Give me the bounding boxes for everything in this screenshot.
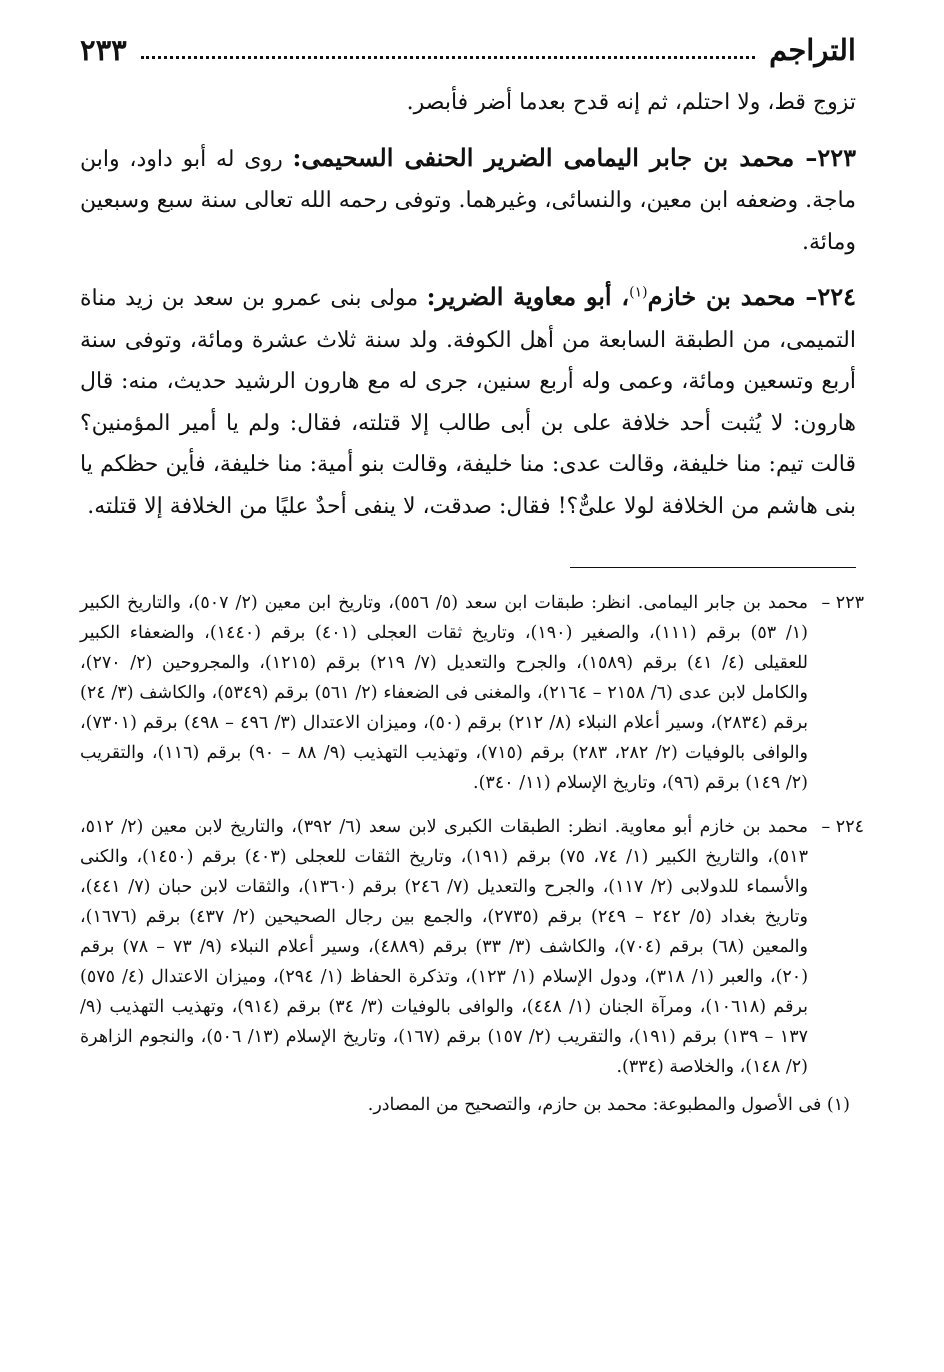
section-title: التراجم xyxy=(769,33,856,67)
note-224-number: ٢٢٤ – xyxy=(821,817,864,837)
continuation-paragraph: تزوج قط، ولا احتلم، ثم إنه قدح بعدما أضر فأبصر. xyxy=(406,90,856,115)
entry-224-heading: ٢٢٤– محمد بن خازم xyxy=(647,282,857,311)
note-223 xyxy=(80,588,864,798)
entry-223-heading: ٢٢٣– محمد بن جابر اليمامى الضرير الحنفى السحيمى: xyxy=(292,142,856,172)
main-text xyxy=(80,82,856,527)
note-223-number: ٢٢٣ – xyxy=(821,593,864,613)
entry-223 xyxy=(80,137,856,264)
note-224-text: محمد بن خازم أبو معاوية. انظر: الطبقات الكبرى لابن سعد (٦/ ٣٩٢)، والتاريخ لابن معين (٢/ ٥١٢، ٥١٣)، والتاريخ الكبير (١/ ٧٤، ٧٥) برقم (١٩١)، وتاريخ الثقات للعجلى (٤٠٣) برقم (١٤٥٠)، والكنى والأسماء للدولابى (٢/ ١١٧)، والجرح والتعديل (٧/ ٢٤٦) برقم (١٣٦٠)، والثقات لابن حبان (٧/ ٤٤١)، وتاريخ بغداد (٥/ ٢٤٢ – ٢٤٩) برقم (٢٧٣٥)، والجمع بين رجال الصحيحين (٢/ ٤٣٧) برقم (١٦٧٦)، والمعين (٦٨) برقم (٧٠٤)، والكاشف (٣/ ٣٣) برقم (٤٨٨٩)، وسير أعلام النبلاء (٩/ ٧٣ – ٧٨) برقم (٢٠)، والعبر (١/ ٣١٨)، ودول الإسلام (١/ ١٢٣)، وتذكرة الحفاظ (١/ ٢٩٤)، وميزان الاعتدال (٤/ ٥٧٥) برقم (١٠٦١٨)، ومرآة الجنان (١/ ٤٤٨)، والوافى بالوفيات (٣/ ٣٤) برقم (٩١٤)، وتهذيب التهذيب (٩/ ١٣٧ – ١٣٩) برقم (١٩١)، والتقريب (٢/ ١٥٧) برقم (١٦٧)، وتاريخ الإسلام (١٣/ ٥٠٦)، والنجوم الزاهرة (٢/ ١٤٨)، والخلاصة (٣٣٤). xyxy=(80,817,809,1077)
notes-section xyxy=(80,588,864,1120)
footnote-separator xyxy=(570,567,856,568)
note-223-text: محمد بن جابر اليمامى. انظر: طبقات ابن سعد (٥/ ٥٥٦)، وتاريخ ابن معين (٢/ ٥٠٧)، والتاريخ الكبير (١/ ٥٣) برقم (١١١)، والصغير (١٩٠)، وتاريخ ثقات العجلى (٤٠١) برقم (١٤٤٠)، والضعفاء الكبير للعقيلى (٤/ ٤١) برقم (١٥٨٩)، والجرح والتعديل (٧/ ٢١٩) برقم (١٢١٥)، والمجروحين (٢/ ٢٧٠)، والكامل لابن عدى (٦/ ٢١٥٨ – ٢١٦٤)، والمغنى فى الضعفاء (٢/ ٥٦١) برقم (٥٣٤٩)، والكاشف (٣/ ٢٤) برقم (٢٨٣٤)، وسير أعلام النبلاء (٨/ ٢١٢) برقم (٥٠)، وميزان الاعتدال (٣/ ٤٩٦ – ٤٩٨) برقم (٧٣٠١)، والوافى بالوفيات (٢/ ٢٨٢، ٢٨٣) برقم (٧١٥)، وتهذيب التهذيب (٩/ ٨٨ – ٩٠) برقم (١١٦)، والتقريب (٢/ ١٤٩) برقم (٩٦)، وتاريخ الإسلام (١١/ ٣٤٠). xyxy=(80,593,808,793)
running-header xyxy=(80,30,856,70)
footnote-marker: (١) xyxy=(629,284,648,301)
footnote-1: (١) فى الأصول والمطبوعة: محمد بن حازم، والتصحيح من المصادر. xyxy=(367,1095,850,1115)
entry-224 xyxy=(80,276,856,527)
note-224 xyxy=(80,812,864,1082)
entry-224-text: مولى بنى عمرو بن سعد بن زيد مناة التميمى، من الطبقة السابعة من أهل الكوفة. ولد سنة ثلاث عشرة ومائة، وتوفى سنة أربع وتسعين ومائة، وعمى وله أربع سنين، جرى له مع هارون الرشيد حديث، منه: قال هارون: لا يُثبت أحد خلافة على بن أبى طالب إلا قتلته، فقال: ولم يا أمير المؤمنين؟ قالت تيم: منا خليفة، وقالت عدى: منا خليفة، وقالت بنو أمية: منا خليفة، فأين حظكم يا بنى هاشم من الخلافة لولا علىٌّ؟! فقال: صدقت، لا ينفى أحدٌ عليًا من الخلافة إلا قتلته. xyxy=(80,286,856,519)
header-leader-dots xyxy=(141,56,755,59)
entry-224-heading-rest: ، أبو معاوية الضرير: xyxy=(426,282,630,311)
entry-223-text: روى له أبو داود، وابن ماجة. وضعفه ابن معين، والنسائى، وغيرهما. وتوفى رحمه الله تعالى سنة سبع وسبعين ومائة. xyxy=(80,146,856,255)
page-number: ٢٣٣ xyxy=(80,33,127,67)
